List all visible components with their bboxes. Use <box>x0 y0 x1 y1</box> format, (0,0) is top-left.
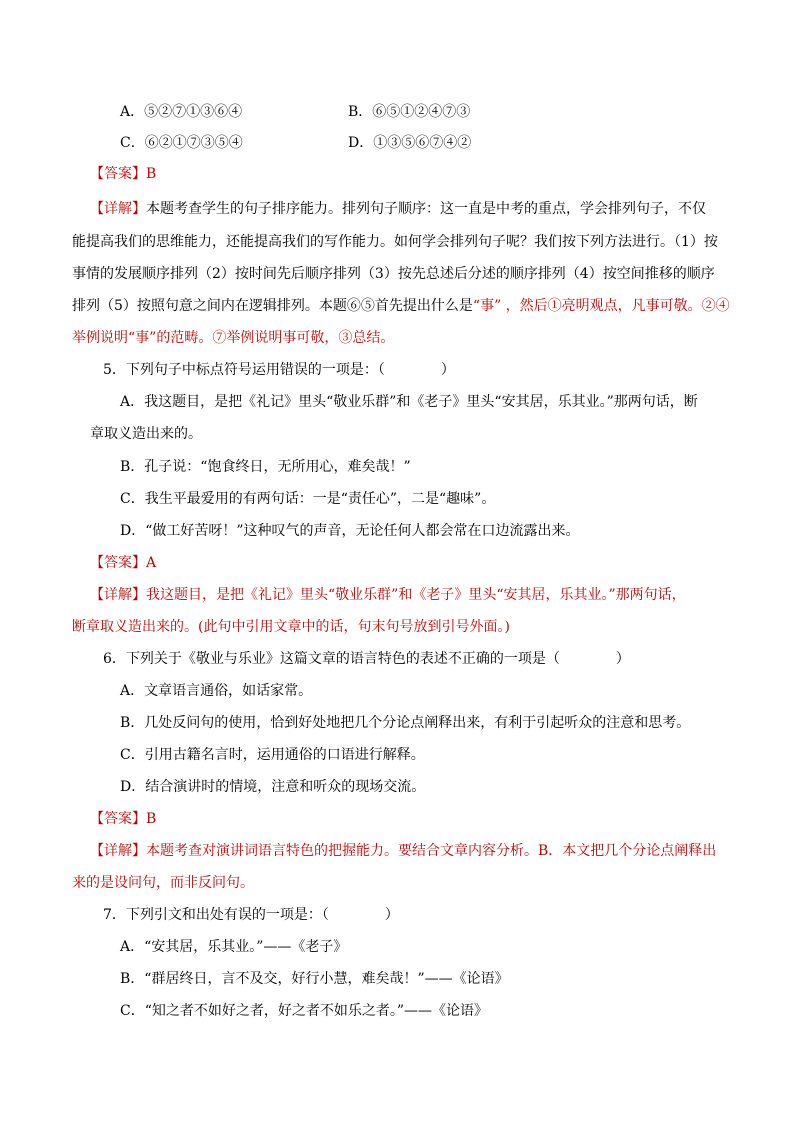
q6-option-a: A．文章语言通俗，如话家常。 <box>120 683 313 699</box>
q4-detail-line-2: 能提高我们的思维能力，还能提高我们的写作能力。如何学会排列句子呢？我们按下列方法进行。（1）按 <box>72 234 718 250</box>
q4-option-b: B．⑥⑤①②④⑦③ <box>348 104 471 120</box>
detail-tag: 【详解】 <box>90 843 146 859</box>
q6-option-c: C．引用古籍名言时，运用通俗的口语进行解释。 <box>120 747 425 763</box>
q4-detail-line-5: 举例说明“事”的范畴。⑦举例说明事可敬，③总结。 <box>72 330 395 346</box>
detail-tag: 【详解】 <box>90 587 146 603</box>
q5-option-a-line-2: 章取义造出来的。 <box>90 426 202 442</box>
q4-detail-line-1 <box>90 199 706 219</box>
q4-option-a: A．⑤②⑦①③⑥④ <box>120 104 243 120</box>
detail-text: 本题考查对演讲词语言特色的把握能力。要结合文章内容分析。B．本文把几个分论点阐释出 <box>146 843 717 859</box>
q5-option-c: C．我生平最爱用的有两句话：一是“责任心”，二是“趣味”。 <box>120 491 496 507</box>
answer-value: B <box>146 166 157 182</box>
detail-text: 排列（5）按照句意之间内在逻辑排列。本题⑥⑤首先提出什么是 <box>72 298 473 314</box>
q7-option-c: C．“知之者不如好之者，好之者不如乐之者。”——《论语》 <box>120 1003 489 1019</box>
q4-detail-line-4 <box>72 296 730 316</box>
q6-option-b: B．几处反问句的使用，恰到好处地把几个分论点阐释出来，有利于引起听众的注意和思考。 <box>120 715 691 731</box>
q5-detail-line-2: 断章取义造出来的。(此句中引用文章中的话，句末句号放到引号外面。) <box>72 619 510 635</box>
q6-stem: 6．下列关于《敬业与乐业》这篇文章的语言特色的表述不正确的一项是（ ） <box>103 651 630 667</box>
q5-answer <box>90 553 156 573</box>
answer-value: A <box>146 555 157 571</box>
q5-option-a-line-1: A．我这题目，是把《礼记》里头“敬业乐群”和《老子》里头“安其居，乐其业。”那两句话，断 <box>120 394 698 410</box>
q6-detail-line-2: 来的是设问句，而非反问句。 <box>72 875 254 891</box>
q6-answer <box>90 809 156 829</box>
q6-detail-line-1 <box>90 841 716 861</box>
answer-value: B <box>146 811 157 827</box>
q4-detail-line-3: 事情的发展顺序排列（2）按时间先后顺序排列（3）按先总述后分述的顺序排列（4）按空间推移的顺序 <box>72 266 715 282</box>
answer-tag: 【答案】 <box>90 166 146 182</box>
detail-highlight: “事” ，然后①亮明观点，凡事可敬。②④ <box>472 298 730 314</box>
answer-tag: 【答案】 <box>90 811 146 827</box>
q6-option-d: D．结合演讲时的情境，注意和听众的现场交流。 <box>120 779 426 795</box>
q5-stem: 5．下列句子中标点符号运用错误的一项是：（ ） <box>103 362 455 378</box>
detail-text: 我这题目，是把《礼记》里头“敬业乐群”和《老子》里头“安其居，乐其业。”那两句话， <box>146 587 686 603</box>
q4-option-d: D．①③⑤⑥⑦④② <box>348 135 472 151</box>
q5-option-d: D．“做工好苦呀！”这种叹气的声音，无论任何人都会常在口边流露出来。 <box>120 523 580 539</box>
q5-option-b: B．孔子说：“饱食终日，无所用心，难矣哉！” <box>120 459 411 475</box>
q4-option-c: C．⑥②①⑦③⑤④ <box>120 135 243 151</box>
detail-text: 本题考查学生的句子排序能力。排列句子顺序：这一直是中考的重点，学会排列句子，不仅 <box>146 201 706 217</box>
q7-option-a: A．“安其居，乐其业。”——《老子》 <box>120 939 348 955</box>
q7-stem: 7．下列引文和出处有误的一项是：（ ） <box>103 907 399 923</box>
q5-detail-line-1 <box>90 585 686 605</box>
answer-tag: 【答案】 <box>90 555 146 571</box>
q4-answer <box>90 164 156 184</box>
q7-option-b: B．“群居终日，言不及交，好行小慧，难矣哉！”——《论语》 <box>120 971 509 987</box>
detail-tag: 【详解】 <box>90 201 146 217</box>
